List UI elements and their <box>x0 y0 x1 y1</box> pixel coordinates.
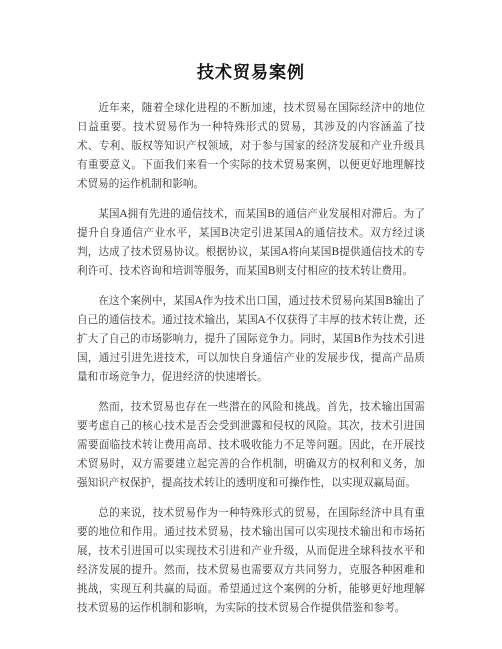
paragraph-analysis: 在这个案例中，某国A作为技术出口国，通过技术贸易向某国B输出了自己的通信技术。通过技术输出，某国A不仅获得了丰厚的技术转让费，还扩大了自己的市场影响力，提升了国际竞争力。同时，某国B作为技术引进国，通过引进先进技术，可以加快自身通信产业的发展步伐，提高产品质量和市场竞争力，促进经济的快速增长。 <box>77 295 425 383</box>
document-title: 技术贸易案例 <box>197 63 305 83</box>
paragraph-case: 某国A拥有先进的通信技术，而某国B的通信产业发展相对滞后。为了提升自身通信产业水平，某国B决定引进某国A的通信技术。双方经过谈判，达成了技术贸易协议。根据协议，某国A将向某国B提供通信技术的专利许可、技术咨询和培训等服务，而某国B则支付相应的技术转让费用。 <box>77 208 425 277</box>
paragraph-intro: 近年来，随着全球化进程的不断加速，技术贸易在国际经济中的地位日益重要。技术贸易作为一种特殊形式的贸易，其涉及的内容涵盖了技术、专利、版权等知识产权领域，对于参与国家的经济发展和产业升级具有重要意义。下面我们来看一个实际的技术贸易案例，以便更好地理解技术贸易的运作机制和影响。 <box>77 102 425 190</box>
paragraph-risks: 然而，技术贸易也存在一些潜在的风险和挑战。首先，技术输出国需要考虑自己的核心技术是否会受到泄露和侵权的风险。其次，技术引进国需要面临技术转让费用高昂、技术吸收能力不足等问题。因此，在开展技术贸易时，双方需要建立起完善的合作机制，明确双方的权利和义务，加强知识产权保护，提高技术转让的透明度和可操作性，以实现双赢局面。 <box>77 401 425 489</box>
paragraph-conclusion: 总的来说，技术贸易作为一种特殊形式的贸易，在国际经济中具有重要的地位和作用。通过技术贸易，技术输出国可以实现技术输出和市场拓展，技术引进国可以实现技术引进和产业升级，从而促进全球科技水平和经济发展的提升。然而，技术贸易也需要双方共同努力，克服各种困难和挑战，实现互利共赢的局面。希望通过这个案例的分析，能够更好地理解技术贸易的运作机制和影响，为实际的技术贸易合作提供借鉴和参考。 <box>77 507 425 614</box>
document-body <box>77 99 425 629</box>
